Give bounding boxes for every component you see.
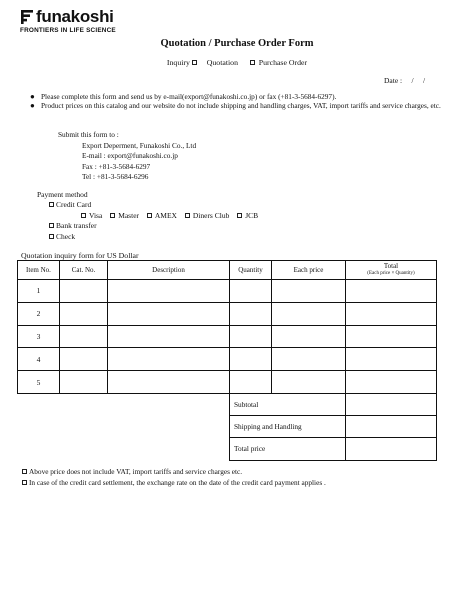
checkbox-bank-transfer[interactable] [49,223,54,228]
quote-table-caption: Quotation inquiry form for US Dollar [21,251,139,260]
credit-card-label: Credit Card [56,200,92,210]
bullet-icon: ● [30,101,35,111]
checkbox-inquiry[interactable] [192,60,197,65]
note-item [22,477,326,488]
instruction-text: Product prices on this catalog and our website do not include shipping and handling charges, VAT, import tariffs and service charges, etc. [41,101,441,111]
cat-no-cell[interactable] [60,348,108,371]
note-box-icon [22,480,27,485]
card-visa-label: Visa [89,210,103,220]
col-quantity: Quantity [230,261,272,280]
item-number: 2 [18,302,60,325]
col-total [346,261,437,280]
checkbox-jcb[interactable] [237,213,242,218]
col-item-no: Item No. [18,261,60,280]
checkbox-credit-card[interactable] [49,202,54,207]
payment-heading: Payment method [37,190,88,199]
instruction-item [30,101,455,110]
card-jcb [237,211,261,220]
item-number: 3 [18,325,60,348]
description-cell[interactable] [108,302,230,325]
each-price-cell[interactable] [272,371,346,394]
date-field[interactable]: Date : / / [384,76,426,85]
cat-no-cell[interactable] [60,371,108,394]
summary-row-total [18,438,437,460]
quantity-cell[interactable] [230,325,272,348]
bank-transfer-label: Bank transfer [56,221,97,231]
card-options [37,211,264,221]
brand-tagline: FRONTIERS IN LIFE SCIENCE [20,27,116,34]
funakoshi-logo [20,8,116,34]
total-cell[interactable] [346,325,437,348]
card-amex [147,211,180,220]
submit-department: Export Deperment, Funakoshi Co., Ltd [82,140,197,150]
note-text: Above price does not include VAT, import tariffs and service charges etc. [29,467,243,476]
table-row [18,325,437,348]
each-price-cell[interactable] [272,348,346,371]
item-number: 4 [18,348,60,371]
instructions [30,92,455,110]
payment-bank-transfer [37,221,264,231]
each-price-cell[interactable] [272,325,346,348]
payment-check [37,232,264,242]
card-master [110,211,142,220]
submit-to-block [58,130,196,183]
col-total-sub: (Each price × Quantity) [367,271,415,276]
option-quotation-label: Quotation [206,58,238,67]
quantity-cell[interactable] [230,348,272,371]
note-text: In case of the credit card settlement, the exchange rate on the date of the credit card payment applies . [29,478,326,487]
card-master-label: Master [118,210,140,220]
option-quotation [207,58,238,67]
option-inquiry-label: Inquiry [166,58,190,67]
total-price-label: Total price [230,438,346,460]
option-purchase-order [246,58,307,67]
subtotal-label: Subtotal [230,393,346,415]
table-row [18,348,437,371]
total-cell[interactable] [346,371,437,394]
col-each-price: Each price [272,261,346,280]
summary-row-shipping [18,416,437,438]
subtotal-value-cell[interactable] [346,393,437,415]
card-jcb-label: JCB [245,210,259,220]
notes [22,466,326,488]
quantity-cell[interactable] [230,280,272,303]
description-cell[interactable] [108,280,230,303]
checkbox-visa[interactable] [81,213,86,218]
payment-method [37,190,264,242]
submit-fax: Fax : +81-3-5684-6297 [82,161,151,171]
shipping-value-cell[interactable] [346,416,437,438]
checkbox-amex[interactable] [147,213,152,218]
bullet-icon: ● [30,92,35,101]
brand-name: funakoshi [36,7,114,26]
card-amex-label: AMEX [154,210,177,220]
quantity-cell[interactable] [230,302,272,325]
col-total-label: Total [383,262,399,270]
summary-row-subtotal [18,393,437,415]
form-title: Quotation / Purchase Order Form [160,38,314,49]
table-row [18,280,437,303]
funakoshi-logo-mark-icon [20,9,34,25]
shipping-label: Shipping and Handling [230,416,346,438]
card-diners-label: Diners Club [192,210,230,220]
each-price-cell[interactable] [272,302,346,325]
total-price-value-cell[interactable] [346,438,437,460]
total-cell[interactable] [346,280,437,303]
cat-no-cell[interactable] [60,325,108,348]
description-cell[interactable] [108,348,230,371]
instruction-item [30,92,455,101]
form-type-options [0,58,474,67]
option-purchase-order-label: Purchase Order [258,58,308,67]
table-row [18,302,437,325]
submit-heading: Submit this form to : [58,130,119,139]
cat-no-cell[interactable] [60,302,108,325]
description-cell[interactable] [108,371,230,394]
note-box-icon [22,469,27,474]
option-inquiry [167,58,199,67]
submit-tel: Tel : +81-3-5684-6296 [82,172,149,181]
col-cat-no: Cat. No. [60,261,108,280]
item-number: 1 [18,280,60,303]
payment-credit-card [37,200,264,210]
col-description: Description [108,261,230,280]
instruction-text: Please complete this form and send us by e-mail(export@funakoshi.co.jp) or fax (+81-3-5684-6297). [41,92,337,101]
checkbox-master[interactable] [110,213,115,218]
table-row [18,371,437,394]
item-number: 5 [18,371,60,394]
each-price-cell[interactable] [272,280,346,303]
checkbox-check[interactable] [49,234,54,239]
quantity-cell[interactable] [230,371,272,394]
quote-table [17,260,437,461]
quote-table-header [18,261,437,280]
total-cell[interactable] [346,302,437,325]
checkbox-diners[interactable] [185,213,190,218]
checkbox-purchase-order[interactable] [250,60,255,65]
card-visa [81,211,105,220]
description-cell[interactable] [108,325,230,348]
total-cell[interactable] [346,348,437,371]
cat-no-cell[interactable] [60,280,108,303]
submit-email: E-mail : export@funakoshi.co.jp [82,151,178,160]
card-diners [185,211,232,220]
check-label: Check [56,231,76,241]
note-item [22,466,326,477]
